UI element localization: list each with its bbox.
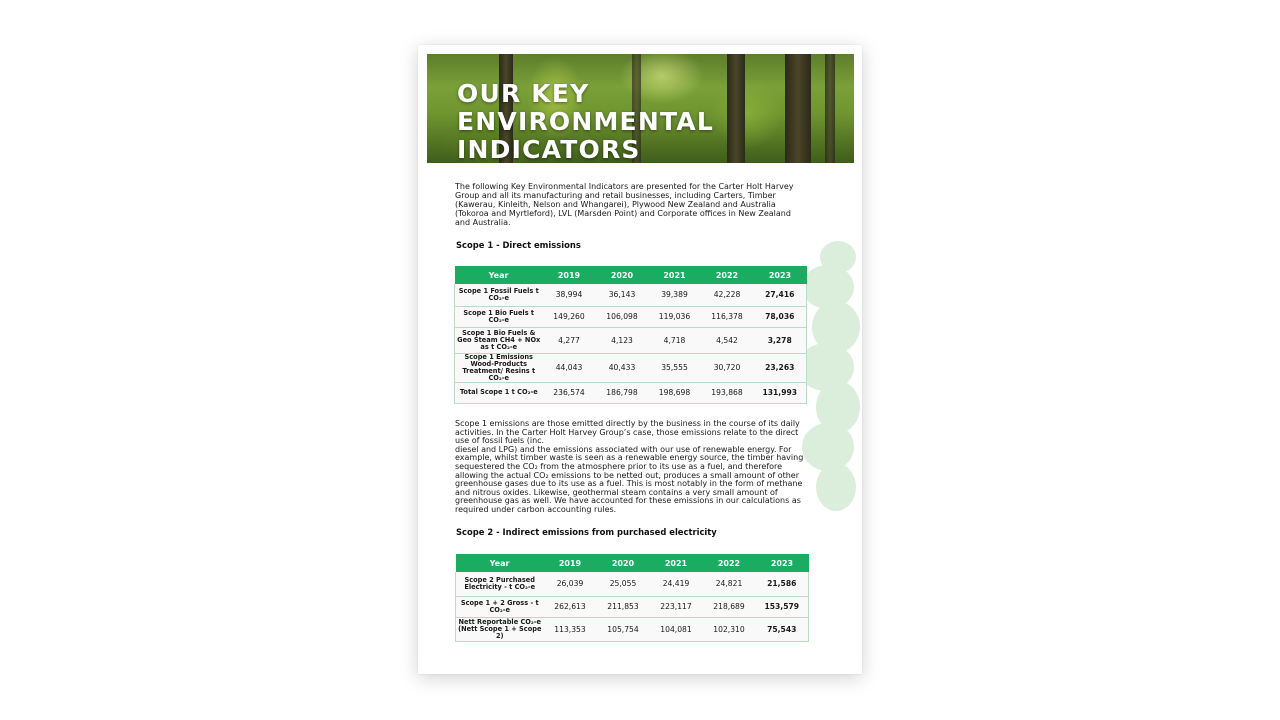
page-title bbox=[457, 80, 714, 163]
table-cell: 42,228 bbox=[701, 284, 754, 306]
table-cell: 262,613 bbox=[544, 596, 597, 617]
paragraph-text: diesel and LPG) and the emissions associated with our use of renewable energy. For example, whilst timber waste is seen as a renewable energy source, the timber having sequestered the CO₂ from the atmosphere prior to its use as a fuel, and therefore allowing the actual CO₂ emissions to be netted out, produces a small amount of other greenhouse gases due to its use as a fuel. This is most notably in the form of methane and nitrous oxides. Likewise, geothermal steam contains a very small amount of greenhouse gas as well. We have accounted for these emissions in our calculations as required under carbon accounting rules. bbox=[455, 444, 804, 514]
column-header: 2022 bbox=[701, 266, 754, 284]
table-row bbox=[456, 572, 809, 596]
column-header: 2023 bbox=[754, 266, 807, 284]
hero-banner bbox=[427, 54, 854, 163]
table-cell: 27,416 bbox=[754, 284, 807, 306]
table-cell: 24,821 bbox=[703, 572, 756, 596]
table-cell: 113,353 bbox=[544, 617, 597, 641]
table-cell: 211,853 bbox=[597, 596, 650, 617]
table-cell: 38,994 bbox=[543, 284, 596, 306]
table-cell: 4,123 bbox=[596, 327, 649, 353]
row-label: Scope 2 Purchased Electricity - t CO₂-e bbox=[456, 572, 544, 596]
table-cell: 4,718 bbox=[649, 327, 701, 353]
row-label: Scope 1 + 2 Gross - t CO₂-e bbox=[456, 596, 544, 617]
scope2-heading: Scope 2 - Indirect emissions from purchased electricity bbox=[456, 527, 717, 537]
title-line: ENVIRONMENTAL bbox=[457, 107, 714, 136]
row-label: Nett Reportable CO₂-e (Nett Scope 1 + Scope 2) bbox=[456, 617, 544, 641]
column-header: 2020 bbox=[597, 554, 650, 572]
table-cell: 149,260 bbox=[543, 306, 596, 327]
table-cell: 236,574 bbox=[543, 382, 596, 403]
table-cell: 44,043 bbox=[543, 353, 596, 382]
column-header: 2023 bbox=[756, 554, 809, 572]
table-cell: 193,868 bbox=[701, 382, 754, 403]
table-cell: 104,081 bbox=[650, 617, 703, 641]
table-row bbox=[455, 382, 807, 403]
scope1-table bbox=[454, 266, 807, 404]
table-row bbox=[456, 617, 809, 641]
table-cell: 75,543 bbox=[756, 617, 809, 641]
title-line: INDICATORS bbox=[457, 135, 641, 163]
paragraph-text: Scope 1 emissions are those emitted directly by the business in the course of its daily activities. In the Carter Holt Harvey Group’s case, those emissions relate to the direct use of fossil fuels (inc. bbox=[455, 419, 800, 446]
table-cell: 25,055 bbox=[597, 572, 650, 596]
row-label: Scope 1 Bio Fuels t CO₂-e bbox=[455, 306, 543, 327]
table-cell: 223,117 bbox=[650, 596, 703, 617]
table-row bbox=[455, 353, 807, 382]
column-header: 2021 bbox=[649, 266, 701, 284]
table-cell: 24,419 bbox=[650, 572, 703, 596]
table-cell: 40,433 bbox=[596, 353, 649, 382]
table-cell: 26,039 bbox=[544, 572, 597, 596]
row-label: Scope 1 Bio Fuels & Geo Steam CH4 + NOx as t CO₂-e bbox=[455, 327, 543, 353]
column-header: 2019 bbox=[544, 554, 597, 572]
table-cell: 4,277 bbox=[543, 327, 596, 353]
document-page bbox=[418, 45, 862, 674]
table-cell: 153,579 bbox=[756, 596, 809, 617]
table-cell: 4,542 bbox=[701, 327, 754, 353]
table-cell: 30,720 bbox=[701, 353, 754, 382]
tree-trunk-image bbox=[825, 54, 835, 163]
table-row bbox=[455, 306, 807, 327]
column-header: 2022 bbox=[703, 554, 756, 572]
table-cell: 116,378 bbox=[701, 306, 754, 327]
scope1-explanation bbox=[455, 420, 807, 515]
table-cell: 198,698 bbox=[649, 382, 701, 403]
tree-trunk-image bbox=[785, 54, 811, 163]
table-cell: 131,993 bbox=[754, 382, 807, 403]
table-cell: 3,278 bbox=[754, 327, 807, 353]
column-header: 2019 bbox=[543, 266, 596, 284]
table-row bbox=[455, 284, 807, 306]
column-header: Year bbox=[456, 554, 544, 572]
table-cell: 36,143 bbox=[596, 284, 649, 306]
row-label: Total Scope 1 t CO₂-e bbox=[455, 382, 543, 403]
scope2-table bbox=[455, 554, 809, 642]
table-cell: 23,263 bbox=[754, 353, 807, 382]
intro-paragraph: The following Key Environmental Indicators are presented for the Carter Holt Harvey Group and all its manufacturing and retail businesses, including Carters, Timber (Kawerau, Kinleith, Nelson and Whangarei), Plywood New Zealand and Australia (Tokoroa and Myrtleford), LVL (Marsden Point) and Corporate offices in New Zealand and Australia. bbox=[455, 182, 794, 227]
scope1-heading: Scope 1 - Direct emissions bbox=[456, 240, 581, 250]
table-cell: 39,389 bbox=[649, 284, 701, 306]
table-cell: 119,036 bbox=[649, 306, 701, 327]
table-cell: 102,310 bbox=[703, 617, 756, 641]
table-cell: 218,689 bbox=[703, 596, 756, 617]
table-row bbox=[456, 596, 809, 617]
table-row bbox=[455, 327, 807, 353]
column-header: Year bbox=[455, 266, 543, 284]
title-line: OUR KEY bbox=[457, 79, 590, 108]
table-cell: 105,754 bbox=[597, 617, 650, 641]
table-header-row bbox=[456, 554, 809, 572]
table-cell: 35,555 bbox=[649, 353, 701, 382]
table-cell: 106,098 bbox=[596, 306, 649, 327]
row-label: Scope 1 Fossil Fuels t CO₂-e bbox=[455, 284, 543, 306]
tree-trunk-image bbox=[727, 54, 745, 163]
table-cell: 21,586 bbox=[756, 572, 809, 596]
column-header: 2021 bbox=[650, 554, 703, 572]
tree-silhouette-image bbox=[798, 237, 860, 519]
table-header-row bbox=[455, 266, 807, 284]
table-cell: 186,798 bbox=[596, 382, 649, 403]
row-label: Scope 1 Emissions Wood-Products Treatment/ Resins t CO₂-e bbox=[455, 353, 543, 382]
table-cell: 78,036 bbox=[754, 306, 807, 327]
column-header: 2020 bbox=[596, 266, 649, 284]
